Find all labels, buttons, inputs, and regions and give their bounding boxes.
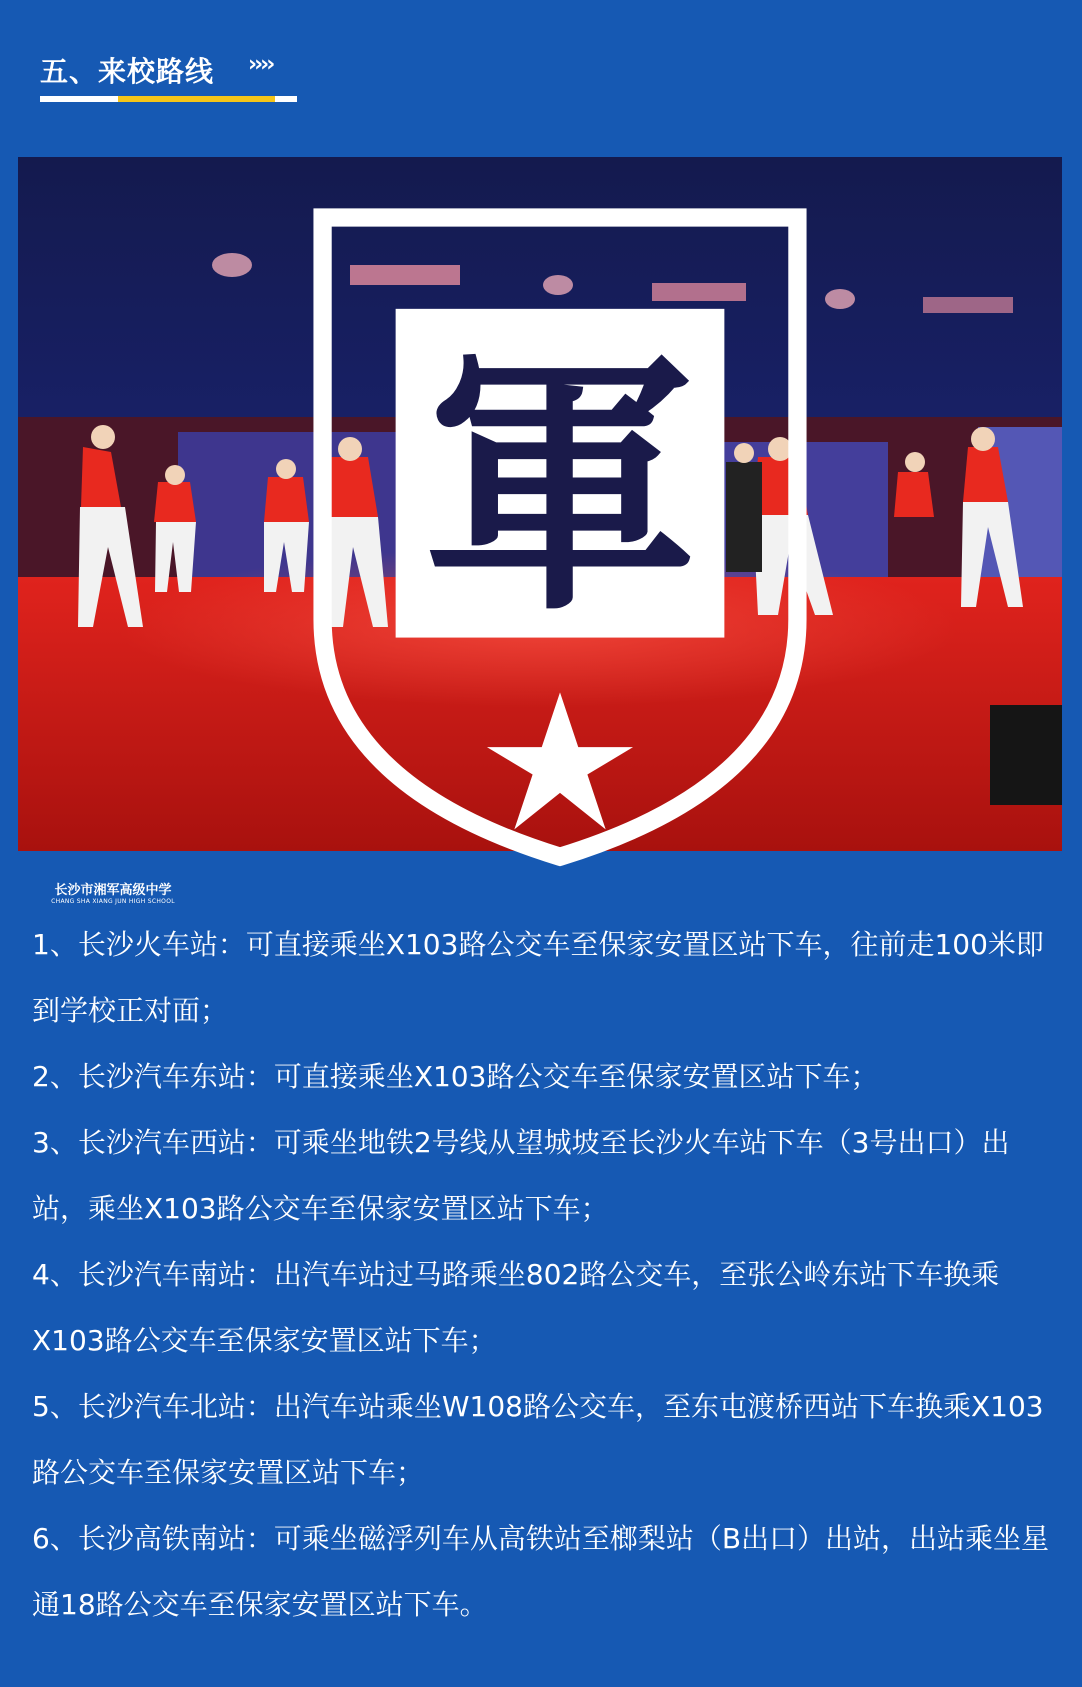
- school-name-english: CHANG SHA XIANG JUN HIGH SCHOOL: [51, 898, 175, 905]
- route-item: 5、长沙汽车北站：出汽车站乘坐W108路公交车，至东屯渡桥西站下车换乘X103路公交车至保家安置区站下车；: [32, 1390, 1044, 1489]
- route-item: 6、长沙高铁南站：可乘坐磁浮列车从高铁站至榔梨站（B出口）出站，出站乘坐星通18路公交车至保家安置区站下车。: [32, 1522, 1050, 1621]
- school-name: 长沙市湘军高级中学: [54, 883, 172, 898]
- section-title: 五、来校路线: [40, 55, 215, 88]
- title-underline: [40, 96, 297, 102]
- section-header: [40, 40, 297, 106]
- school-crest-icon: [38, 181, 1082, 875]
- school-logo: [38, 181, 697, 905]
- stage-performance-photo: [18, 157, 1062, 905]
- svg-text:軍: 軍: [423, 325, 697, 648]
- chevron-right-icon: ››››: [248, 52, 273, 77]
- route-item: 2、长沙汽车东站：可直接乘坐X103路公交车至保家安置区站下车；: [32, 1060, 879, 1093]
- route-item: 3、长沙汽车西站：可乘坐地铁2号线从望城坡至长沙火车站下车（3号出口）出站，乘坐X103路公交车至保家安置区站下车；: [32, 1126, 1010, 1225]
- route-item: 4、长沙汽车南站：出汽车站过马路乘坐802路公交车，至张公岭东站下车换乘X103路公交车至保家安置区站下车；: [32, 1258, 1000, 1357]
- route-item: 1、长沙火车站：可直接乘坐X103路公交车至保家安置区站下车，往前走100米即到学校正对面；: [32, 928, 1044, 1027]
- route-list: [32, 912, 1052, 1638]
